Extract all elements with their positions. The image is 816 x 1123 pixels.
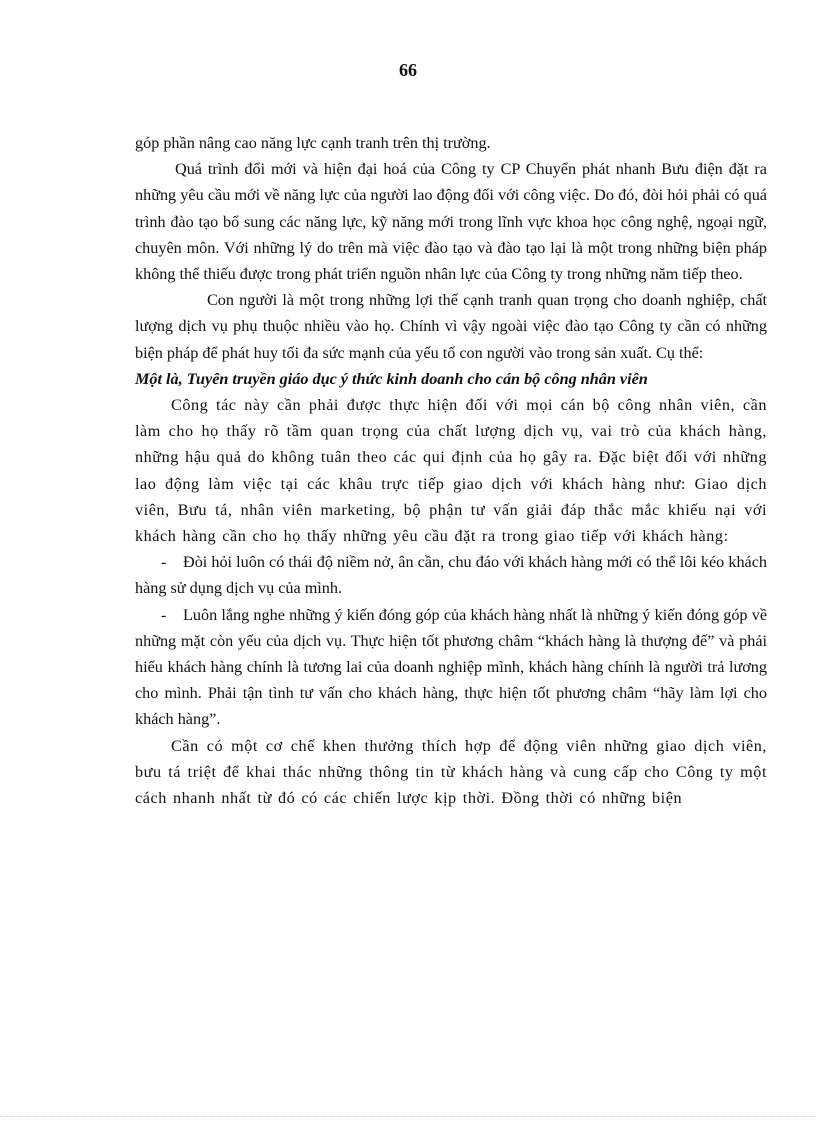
page-bottom-rule [0,1116,816,1117]
bullet-item [135,549,767,601]
paragraph-reward-mechanism: Cần có một cơ chế khen thưởng thích hợp để động viên những giao dịch viên, bưu tá triệt để khai thác những thông tin từ khách hàng và cung cấp cho Công ty một cách nhanh nhất từ đó có các chiến lược kịp thời. Đồng thời có những biện [135,736,767,808]
paragraph-training: Quá trình đổi mới và hiện đại hoá của Công ty CP Chuyển phát nhanh Bưu điện đặt ra những yêu cầu mới về năng lực của người lao động đối với công việc. Do đó, đòi hỏi phải có quá trình đào tạo bổ sung các năng lực, kỹ năng mới trong lĩnh vực khoa học công nghệ, ngoại ngữ, chuyên môn. Với những lý do trên mà việc đào tạo và đào tạo lại là một trong những biện pháp không thể thiếu được trong phát triển nguồn nhân lực của Công ty trong những năm tiếp theo. [135,160,767,284]
page-number: 66 [399,60,417,80]
section-heading: Một là, Tuyên truyền giáo dục ý thức kinh doanh cho cán bộ công nhân viên [135,369,648,388]
paragraph-continuation: góp phần nâng cao năng lực cạnh tranh trên thị trường. [135,134,491,152]
paragraph-staff-education: Công tác này cần phải được thực hiện đối với mọi cán bộ công nhân viên, cần làm cho họ thấy rõ tầm quan trọng của chất lượng dịch vụ, vai trò của khách hàng, những hậu quả do không tuân theo các qui định của họ gây ra. Đặc biệt đối với những lao động làm việc tại các khâu trực tiếp giao dịch với khách hàng như: Giao dịch viên, Bưu tá, nhân viên marketing, bộ phận tư vấn giải đáp thắc mắc khiếu nại với khách hàng cần cho họ thấy những yêu cầu đặt ra trong giao tiếp với khách hàng: [135,396,767,546]
bullet-text: Đòi hỏi luôn có thái độ niềm nở, ân cần, chu đáo với khách hàng mới có thể lôi kéo khách hàng sử dụng dịch vụ của mình. [135,553,767,598]
bullet-marker: - [161,605,167,624]
bullet-text: Luôn lắng nghe những ý kiến đóng góp của khách hàng nhất là những ý kiến đóng góp về những mặt còn yếu của dịch vụ. Thực hiện tốt phương châm “khách hàng là thượng đế” và phải hiểu khách hàng chính là tương lai của doanh nghiệp mình, khách hàng chính là người trả lương cho mình. Phải tận tình tư vấn cho khách hàng, thực hiện tốt phương châm “hãy làm lợi cho khách hàng”. [135,605,767,729]
bullet-marker: - [161,553,167,572]
document-body [135,130,767,811]
bullet-item [135,602,767,733]
paragraph-human-factor: Con người là một trong những lợi thế cạnh tranh quan trọng cho doanh nghiệp, chất lượng dịch vụ phụ thuộc nhiều vào họ. Chính vì vậy ngoài việc đào tạo Công ty cần có những biện pháp để phát huy tối đa sức mạnh của yếu tố con người vào trong sản xuất. Cụ thể: [135,291,767,362]
